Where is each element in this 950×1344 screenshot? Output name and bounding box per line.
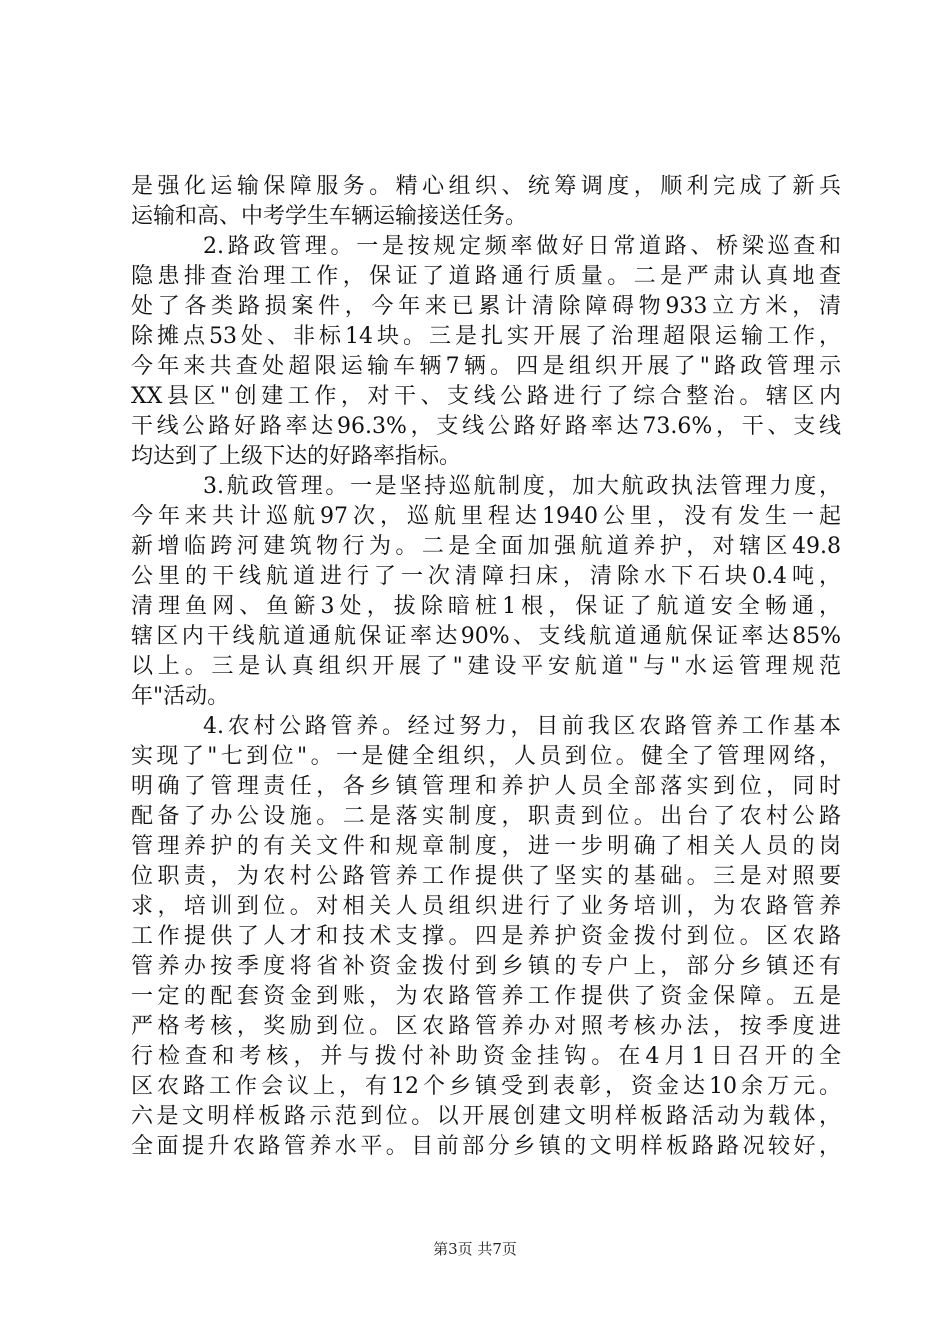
text-line: 4.农村公路管养。经过努力，目前我区农路管养工作基本 [203, 714, 841, 739]
text-line: 公里的干线航道进行了一次清障扫床，清除水下石块0.4吨， [131, 564, 841, 589]
text-line: 管养办按季度将省补资金拨付到乡镇的专户上，部分乡镇还有 [131, 954, 841, 979]
text-line: 求，培训到位。对相关人员组织进行了业务培训，为农路管养 [131, 894, 841, 919]
text-line: 处了各类路损案件，今年来已累计清除障碍物933立方米，清 [131, 294, 841, 319]
text-line: 今年来共查处超限运输车辆7辆。四是组织开展了"路政管理示 [131, 354, 841, 379]
text-line: 工作提供了人才和技术支撑。四是养护资金拨付到位。区农路 [131, 924, 841, 949]
text-line: 六是文明样板路示范到位。以开展创建文明样板路活动为载体， [131, 1104, 841, 1129]
page-footer: 第3页 共7页 [433, 1240, 517, 1258]
text-line: 清理鱼网、鱼簖3处，拔除暗桩1根，保证了航道安全畅通， [131, 594, 841, 619]
text-line: 3.航政管理。一是坚持巡航制度，加大航政执法管理力度， [203, 474, 841, 499]
text-line: 行检查和考核，并与拨付补助资金挂钩。在4月1日召开的全 [131, 1044, 841, 1069]
text-line: 辖区内干线航道通航保证率达90%、支线航道通航保证率达85% [131, 624, 841, 649]
text-line: 一定的配套资金到账，为农路管养工作提供了资金保障。五是 [131, 984, 841, 1009]
text-line: 运输和高、中考学生车辆运输接送任务。 [131, 204, 528, 229]
text-line: 是强化运输保障服务。精心组织、统筹调度，顺利完成了新兵 [131, 174, 841, 199]
text-line: 除摊点53处、非标14块。三是扎实开展了治理超限运输工作， [131, 324, 841, 349]
text-line: 明确了管理责任，各乡镇管理和养护人员全部落实到位，同时 [131, 774, 841, 799]
text-line: 实现了"七到位"。一是健全组织，人员到位。健全了管理网络， [131, 744, 841, 769]
text-line: 配备了办公设施。二是落实制度，职责到位。出台了农村公路 [131, 804, 841, 829]
document-body [131, 172, 841, 1162]
text-line: 管理养护的有关文件和规章制度，进一步明确了相关人员的岗 [131, 834, 841, 859]
text-line: 年"活动。 [131, 684, 230, 709]
text-line: 新增临跨河建筑物行为。二是全面加强航道养护，对辖区49.8 [131, 534, 841, 559]
text-line: 位职责，为农村公路管养工作提供了坚实的基础。三是对照要 [131, 864, 841, 889]
text-line: 2.路政管理。一是按规定频率做好日常道路、桥梁巡查和 [203, 234, 841, 259]
text-line: 以上。三是认真组织开展了"建设平安航道"与"水运管理规范 [131, 654, 841, 679]
text-line: 全面提升农路管养水平。目前部分乡镇的文明样板路路况较好， [131, 1134, 841, 1159]
text-line: 今年来共计巡航97次，巡航里程达1940公里，没有发生一起 [131, 504, 841, 529]
text-line: 均达到了上级下达的好路率指标。 [131, 444, 462, 469]
text-line: 隐患排查治理工作，保证了道路通行质量。二是严肃认真地查 [131, 264, 841, 289]
text-line: 干线公路好路率达96.3%，支线公路好路率达73.6%，干、支线 [131, 414, 841, 439]
text-line: 严格考核，奖励到位。区农路管养办对照考核办法，按季度进 [131, 1014, 841, 1039]
text-line: 区农路工作会议上，有12个乡镇受到表彰，资金达10余万元。 [131, 1074, 841, 1099]
text-line: XX县区"创建工作，对干、支线公路进行了综合整治。辖区内 [131, 384, 841, 409]
